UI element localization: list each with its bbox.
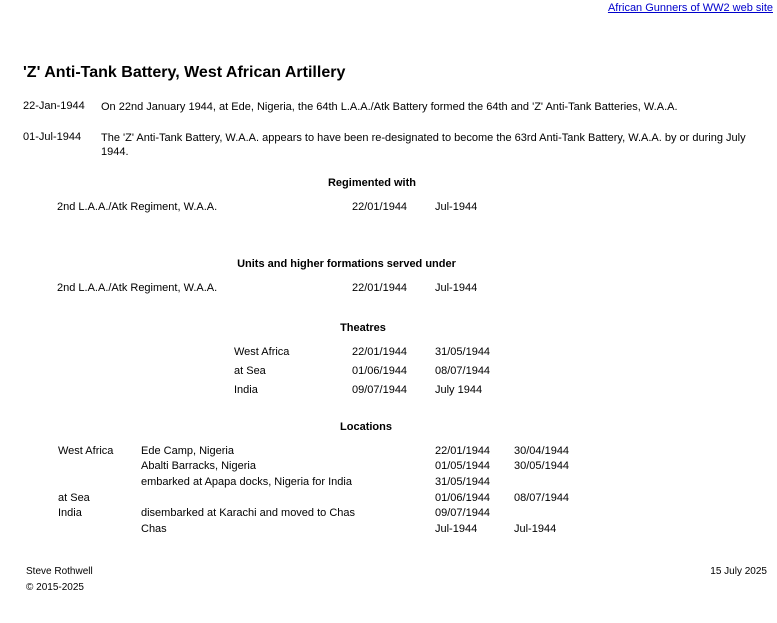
date-from: 09/07/1944	[435, 507, 491, 519]
footer-author: Steve Rothwell	[26, 566, 93, 577]
date-to: 31/05/1944	[435, 346, 491, 358]
theatre-name: India	[234, 384, 258, 396]
location-region: West Africa	[58, 445, 114, 457]
location-region: at Sea	[58, 492, 90, 504]
unit-name: 2nd L.A.A./Atk Regiment, W.A.A.	[57, 201, 218, 213]
date-to: 08/07/1944	[435, 365, 491, 377]
event-date: 22-Jan-1944	[23, 100, 85, 112]
date-to: 08/07/1944	[514, 492, 570, 504]
date-to: 30/04/1944	[514, 445, 570, 457]
theatres-heading: Theatres	[340, 322, 386, 334]
date-from: 01/06/1944	[352, 365, 408, 377]
date-from: 22/01/1944	[352, 346, 408, 358]
date-to: Jul-1944	[435, 201, 478, 213]
location-place: Chas	[141, 523, 167, 535]
date-to: Jul-1944	[435, 282, 478, 294]
theatre-name: at Sea	[234, 365, 266, 377]
date-from: 22/01/1944	[435, 445, 491, 457]
date-to: Jul-1944	[514, 523, 557, 535]
theatre-name: West Africa	[234, 346, 290, 358]
date-to: July 1944	[435, 384, 483, 396]
date-from: 31/05/1944	[435, 476, 491, 488]
event-date: 01-Jul-1944	[23, 131, 82, 143]
footer-date: 15 July 2025	[710, 566, 767, 577]
regimented-with-heading: Regimented with	[327, 177, 416, 189]
date-from: 22/01/1944	[352, 201, 408, 213]
location-place: disembarked at Karachi and moved to Chas	[141, 507, 356, 519]
date-from: 09/07/1944	[352, 384, 408, 396]
event-text: The 'Z' Anti-Tank Battery, W.A.A. appears to have been re-designated to become the 63rd Anti-Tank Battery, W.A.A. by or during July 1944.	[101, 132, 746, 158]
formations-heading: Units and higher formations served under	[237, 258, 456, 270]
date-from: Jul-1944	[435, 523, 478, 535]
date-from: 22/01/1944	[352, 282, 408, 294]
location-place: Abalti Barracks, Nigeria	[141, 460, 256, 472]
unit-name: 2nd L.A.A./Atk Regiment, W.A.A.	[57, 282, 218, 294]
locations-heading: Locations	[340, 421, 392, 433]
page-title: 'Z' Anti-Tank Battery, West African Artillery	[23, 64, 346, 81]
date-from: 01/06/1944	[435, 492, 491, 504]
footer-copyright: © 2015-2025	[26, 582, 84, 593]
event-text: On 22nd January 1944, at Ede, Nigeria, the 64th L.A.A./Atk Battery formed the 64th and 'Z' Anti-Tank Batteries, W.A.A.	[101, 101, 678, 113]
site-home-link[interactable]: African Gunners of WW2 web site	[607, 2, 773, 14]
location-region: India	[58, 507, 82, 519]
location-place: Ede Camp, Nigeria	[141, 445, 234, 457]
date-to: 30/05/1944	[514, 460, 570, 472]
date-from: 01/05/1944	[435, 460, 491, 472]
location-place: embarked at Apapa docks, Nigeria for India	[141, 476, 352, 488]
